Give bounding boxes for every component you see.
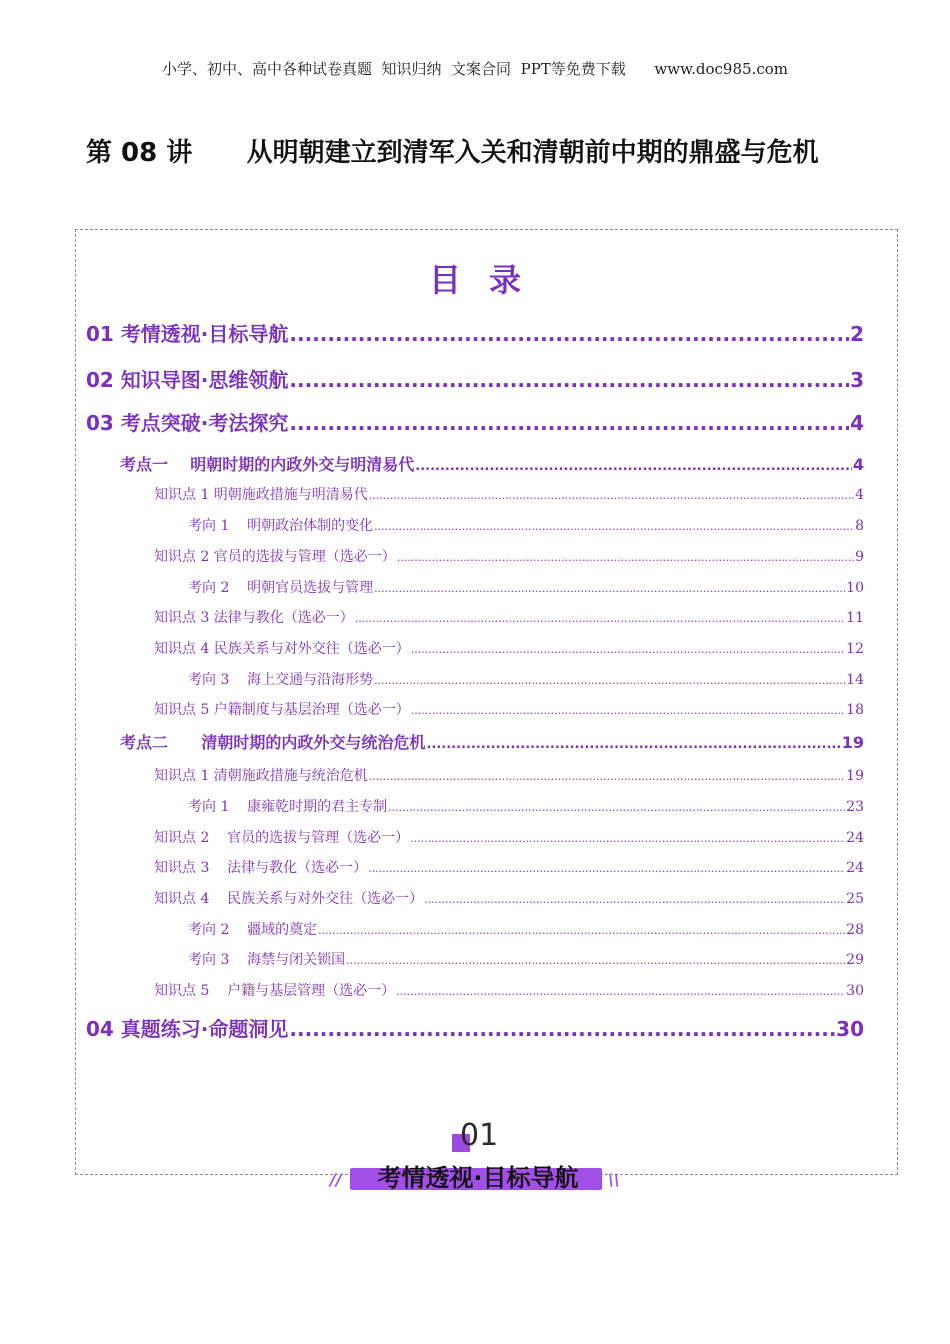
toc-entry[interactable] [86, 364, 864, 393]
toc-entry[interactable] [154, 607, 864, 627]
toc-entry-page: 24 [846, 860, 864, 876]
toc-leader-dots [289, 411, 849, 435]
toc-entry-page: 29 [846, 952, 864, 968]
toc-entry[interactable] [154, 699, 864, 719]
toc-entry-page: 28 [846, 922, 864, 938]
toc-entry[interactable] [154, 827, 864, 847]
toc-entry-page: 19 [841, 733, 864, 752]
toc-entry[interactable] [188, 577, 864, 597]
toc-entry-label: 知识点 3 法律与教化（选必一） [154, 610, 354, 626]
toc-leader-dots [369, 489, 854, 502]
toc-entry-page: 8 [855, 518, 864, 534]
toc-entry[interactable] [188, 919, 864, 939]
toc-leader-dots [426, 737, 840, 752]
toc-entry[interactable] [86, 318, 864, 347]
toc-leader-dots [289, 322, 849, 346]
toc-entry[interactable] [120, 452, 864, 475]
section-banner-title: 考情透视·目标导航 [377, 1164, 579, 1192]
toc-entry-label: 02 知识导图·思维领航 [86, 368, 289, 392]
toc-entry-page: 14 [846, 672, 864, 688]
toc-entry-page: 9 [855, 549, 864, 565]
toc-leader-dots [410, 832, 845, 845]
lecture-topic: 从明朝建立到清军入关和清朝前中期的鼎盛与危机 [246, 138, 819, 168]
toc-entry[interactable] [154, 638, 864, 658]
toc-entry[interactable] [86, 1013, 864, 1042]
toc-leader-dots [346, 954, 845, 967]
toc-leader-dots [415, 459, 852, 474]
toc-entry-label: 考向 1 明朝政治体制的变化 [188, 518, 374, 534]
lecture-title [86, 132, 886, 169]
toc-entry[interactable] [120, 730, 864, 753]
toc-leader-dots [355, 612, 845, 625]
toc-entry[interactable] [154, 484, 864, 504]
toc-leader-dots [368, 862, 845, 875]
toc-entry-label: 考向 1 康雍乾时期的君主专制 [188, 799, 388, 815]
toc-entry-label: 知识点 1 明朝施政措施与明清易代 [154, 487, 368, 503]
toc-entry-page: 18 [846, 702, 864, 718]
toc-entry-label: 知识点 2 官员的选拔与管理（选必一） [154, 549, 396, 565]
toc-entry-label: 01 考情透视·目标导航 [86, 322, 289, 346]
toc-entry[interactable] [188, 515, 864, 535]
toc-leader-dots [396, 985, 845, 998]
lecture-number: 第 08 讲 [86, 138, 193, 168]
toc-entry[interactable] [154, 980, 864, 1000]
toc-entry-label: 考向 2 疆域的奠定 [188, 922, 318, 938]
toc-entry-page: 4 [850, 411, 864, 435]
banner-left-mark: // [330, 1170, 342, 1189]
toc-entry-page: 11 [846, 610, 864, 626]
toc-leader-dots [374, 520, 854, 533]
toc-entry-label: 03 考点突破·考法探究 [86, 411, 289, 435]
toc-leader-dots [397, 551, 854, 564]
page-header: 小学、初中、高中各种试卷真题 知识归纳 文案合同 PPT等免费下载 www.doc985.com [161, 60, 788, 78]
toc-leader-dots [369, 770, 845, 783]
toc-entry-label: 考向 2 明朝官员选拔与管理 [188, 580, 374, 596]
toc-leader-dots [388, 801, 845, 814]
toc-entry-label: 知识点 5 户籍与基层管理（选必一） [154, 983, 396, 999]
banner-right-mark: \\ [608, 1170, 620, 1189]
toc-entry[interactable] [188, 669, 864, 689]
toc-entry-label: 考点二 清朝时期的内政外交与统治危机 [120, 733, 426, 752]
toc-entry-label: 考点一 明朝时期的内政外交与明清易代 [120, 455, 415, 474]
toc-entry-page: 25 [846, 891, 864, 907]
toc-entry-label: 知识点 3 法律与教化（选必一） [154, 860, 368, 876]
toc-leader-dots [411, 704, 845, 717]
toc-entry[interactable] [154, 888, 864, 908]
toc-entry-page: 23 [846, 799, 864, 815]
toc-heading: 目录 [428, 261, 549, 299]
toc-leader-dots [374, 674, 845, 687]
toc-entry[interactable] [86, 407, 864, 436]
toc-entry[interactable] [154, 546, 864, 566]
toc-entry-label: 知识点 2 官员的选拔与管理（选必一） [154, 830, 410, 846]
toc-entry-page: 4 [852, 455, 864, 474]
toc-entry-page: 4 [855, 487, 864, 503]
toc-entry-label: 考向 3 海禁与闭关锁国 [188, 952, 346, 968]
toc-entry-page: 2 [850, 322, 864, 346]
toc-leader-dots [318, 924, 845, 937]
toc-entry[interactable] [188, 796, 864, 816]
toc-entry[interactable] [154, 857, 864, 877]
toc-leader-dots [411, 643, 845, 656]
toc-entry-page: 30 [846, 983, 864, 999]
toc-entry-page: 10 [846, 580, 864, 596]
toc-leader-dots [289, 368, 849, 392]
toc-entry-page: 30 [836, 1017, 864, 1041]
toc-entry-label: 考向 3 海上交通与沿海形势 [188, 672, 374, 688]
toc-entry-page: 19 [846, 768, 864, 784]
toc-entry[interactable] [188, 949, 864, 969]
toc-entry-page: 3 [850, 368, 864, 392]
toc-entry-label: 04 真题练习·命题洞见 [86, 1017, 289, 1041]
toc-entry-label: 知识点 4 民族关系与对外交往（选必一） [154, 641, 410, 657]
toc-entry-label: 知识点 4 民族关系与对外交往（选必一） [154, 891, 424, 907]
toc-entry-page: 24 [846, 830, 864, 846]
toc-entry-page: 12 [846, 641, 864, 657]
toc-leader-dots [424, 893, 845, 906]
toc-leader-dots [289, 1017, 835, 1041]
toc-entry-label: 知识点 1 清朝施政措施与统治危机 [154, 768, 368, 784]
toc-entry[interactable] [154, 765, 864, 785]
toc-leader-dots [374, 582, 845, 595]
toc-entry-label: 知识点 5 户籍制度与基层治理（选必一） [154, 702, 410, 718]
section-banner-number: 01 [460, 1118, 499, 1153]
